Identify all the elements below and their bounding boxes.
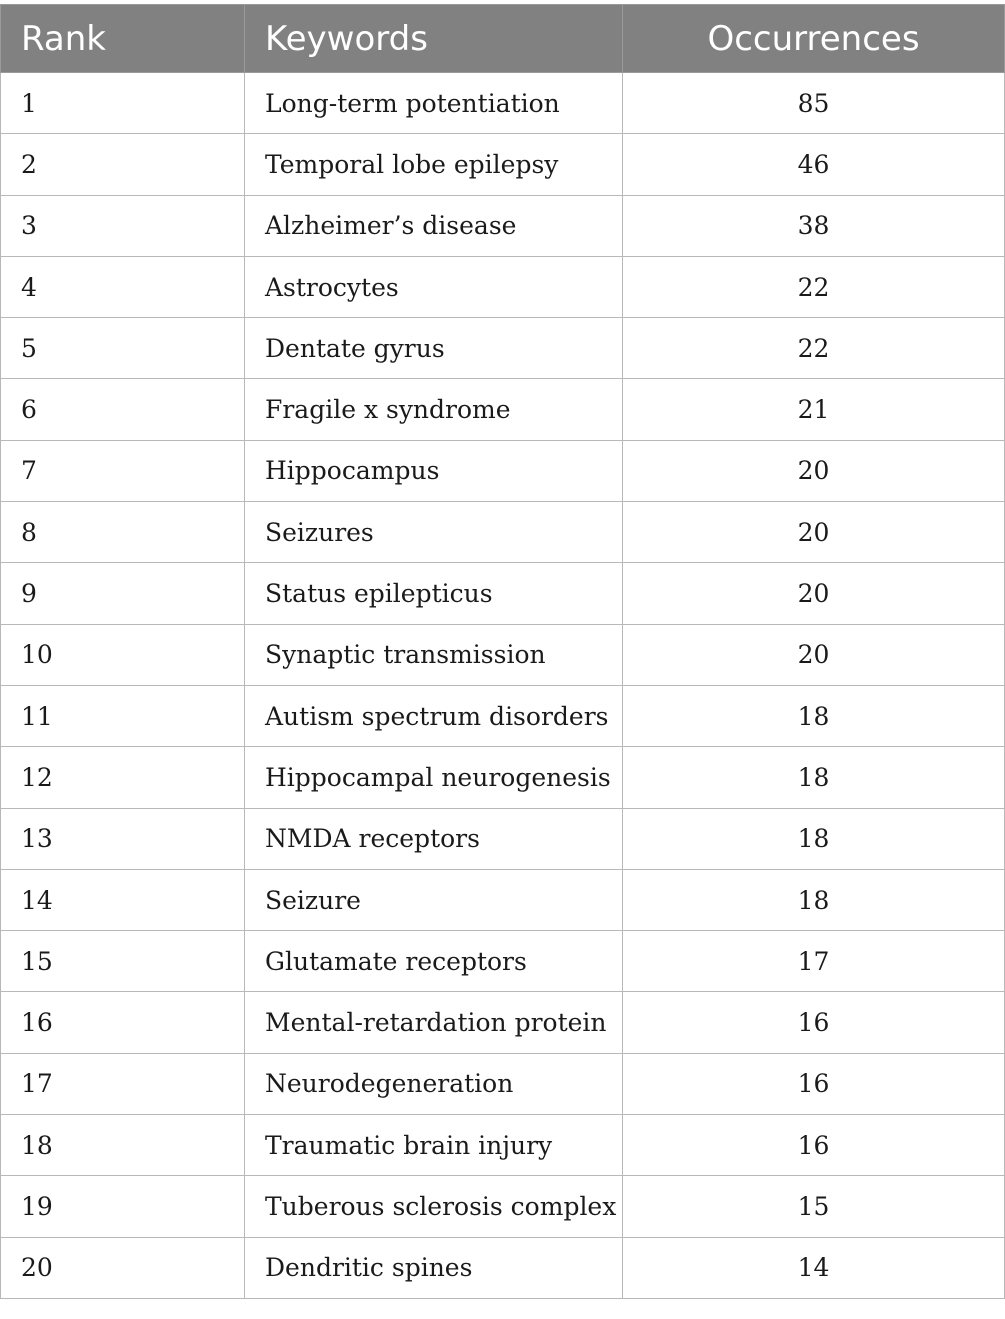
cell-occurrences: 15 xyxy=(623,1176,1005,1237)
cell-rank: 8 xyxy=(1,502,245,563)
table-row xyxy=(1,1053,1005,1114)
table-row xyxy=(1,931,1005,992)
cell-keyword: Neurodegeneration xyxy=(245,1053,623,1114)
cell-occurrences: 18 xyxy=(623,808,1005,869)
cell-keyword: Dendritic spines xyxy=(245,1237,623,1298)
table-row xyxy=(1,502,1005,563)
cell-occurrences: 18 xyxy=(623,869,1005,930)
cell-keyword: Hippocampus xyxy=(245,440,623,501)
header-occurrences: Occurrences xyxy=(623,5,1005,73)
header-keywords: Keywords xyxy=(245,5,623,73)
keywords-table xyxy=(0,4,1005,1299)
cell-rank: 4 xyxy=(1,256,245,317)
cell-keyword: Fragile x syndrome xyxy=(245,379,623,440)
cell-rank: 6 xyxy=(1,379,245,440)
cell-rank: 11 xyxy=(1,685,245,746)
table-row xyxy=(1,563,1005,624)
cell-occurrences: 38 xyxy=(623,195,1005,256)
cell-occurrences: 18 xyxy=(623,685,1005,746)
table-row xyxy=(1,624,1005,685)
cell-occurrences: 20 xyxy=(623,624,1005,685)
cell-rank: 13 xyxy=(1,808,245,869)
table-header xyxy=(1,5,1005,73)
table-row xyxy=(1,379,1005,440)
cell-rank: 5 xyxy=(1,318,245,379)
cell-occurrences: 16 xyxy=(623,1115,1005,1176)
cell-keyword: Long-term potentiation xyxy=(245,73,623,134)
cell-keyword: Temporal lobe epilepsy xyxy=(245,134,623,195)
cell-keyword: NMDA receptors xyxy=(245,808,623,869)
cell-rank: 15 xyxy=(1,931,245,992)
table-row xyxy=(1,808,1005,869)
header-rank: Rank xyxy=(1,5,245,73)
table-row xyxy=(1,256,1005,317)
cell-rank: 18 xyxy=(1,1115,245,1176)
cell-keyword: Synaptic transmission xyxy=(245,624,623,685)
table-row xyxy=(1,1115,1005,1176)
cell-occurrences: 16 xyxy=(623,992,1005,1053)
cell-keyword: Tuberous sclerosis complex xyxy=(245,1176,623,1237)
table-row xyxy=(1,747,1005,808)
cell-occurrences: 17 xyxy=(623,931,1005,992)
cell-occurrences: 22 xyxy=(623,318,1005,379)
table-row xyxy=(1,318,1005,379)
cell-keyword: Seizure xyxy=(245,869,623,930)
cell-rank: 10 xyxy=(1,624,245,685)
cell-keyword: Mental-retardation protein xyxy=(245,992,623,1053)
cell-rank: 19 xyxy=(1,1176,245,1237)
cell-keyword: Astrocytes xyxy=(245,256,623,317)
table-row xyxy=(1,685,1005,746)
cell-occurrences: 21 xyxy=(623,379,1005,440)
cell-occurrences: 14 xyxy=(623,1237,1005,1298)
cell-keyword: Seizures xyxy=(245,502,623,563)
table-row xyxy=(1,440,1005,501)
table-row xyxy=(1,134,1005,195)
cell-occurrences: 20 xyxy=(623,563,1005,624)
table-row xyxy=(1,1176,1005,1237)
cell-occurrences: 18 xyxy=(623,747,1005,808)
header-row xyxy=(1,5,1005,73)
cell-rank: 16 xyxy=(1,992,245,1053)
table-row xyxy=(1,869,1005,930)
cell-keyword: Glutamate receptors xyxy=(245,931,623,992)
cell-occurrences: 20 xyxy=(623,440,1005,501)
table-row xyxy=(1,195,1005,256)
cell-rank: 12 xyxy=(1,747,245,808)
cell-rank: 7 xyxy=(1,440,245,501)
cell-occurrences: 85 xyxy=(623,73,1005,134)
cell-keyword: Autism spectrum disorders xyxy=(245,685,623,746)
table-row xyxy=(1,1237,1005,1298)
cell-occurrences: 22 xyxy=(623,256,1005,317)
table-row xyxy=(1,992,1005,1053)
cell-keyword: Status epilepticus xyxy=(245,563,623,624)
cell-rank: 1 xyxy=(1,73,245,134)
cell-rank: 3 xyxy=(1,195,245,256)
cell-rank: 14 xyxy=(1,869,245,930)
cell-keyword: Alzheimer’s disease xyxy=(245,195,623,256)
table-body xyxy=(1,73,1005,1299)
cell-rank: 17 xyxy=(1,1053,245,1114)
cell-occurrences: 46 xyxy=(623,134,1005,195)
cell-rank: 20 xyxy=(1,1237,245,1298)
table-row xyxy=(1,73,1005,134)
cell-keyword: Dentate gyrus xyxy=(245,318,623,379)
cell-occurrences: 20 xyxy=(623,502,1005,563)
cell-rank: 9 xyxy=(1,563,245,624)
cell-keyword: Traumatic brain injury xyxy=(245,1115,623,1176)
cell-occurrences: 16 xyxy=(623,1053,1005,1114)
cell-rank: 2 xyxy=(1,134,245,195)
cell-keyword: Hippocampal neurogenesis xyxy=(245,747,623,808)
